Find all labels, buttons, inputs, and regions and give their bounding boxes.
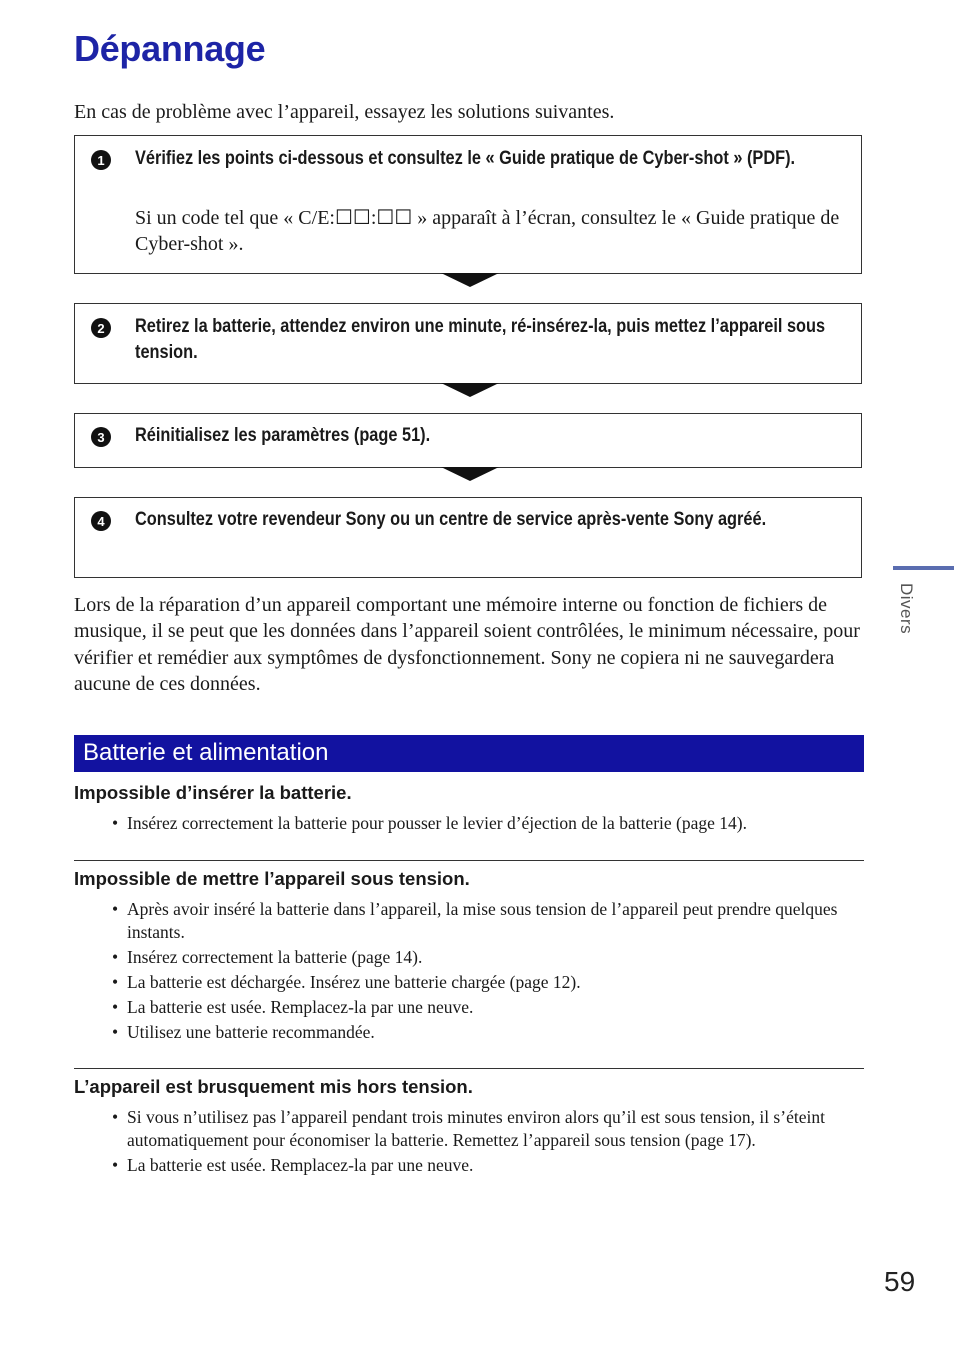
step-heading: Réinitialisez les paramètres (page 51). — [135, 425, 431, 446]
step-heading: Vérifiez les points ci-dessous et consultez le « Guide pratique de Cyber-shot » (PDF). — [135, 148, 796, 169]
side-tab-label: Divers — [897, 583, 916, 635]
page-title: Dépannage — [74, 28, 266, 69]
list-item: • Si vous n’utilisez pas l’appareil pendant trois minutes environ alors qu’il est sous tension, il s’éteint automatiquement pour économiser la batterie. Remettez l’appareil sous tension (page 17). — [112, 1106, 857, 1151]
step-box-1 — [74, 135, 862, 274]
step-body: Si un code tel que « C/E:☐☐:☐☐ » apparaît à l’écran, consultez le « Guide pratique de Cyber-shot ». — [135, 207, 840, 255]
problem-heading: L’appareil est brusquement mis hors tension. — [74, 1076, 473, 1097]
step-heading: Retirez la batterie, attendez environ une minute, ré-insérez-la, puis mettez l’appareil sous tension. — [135, 316, 826, 363]
step-box-2 — [74, 303, 862, 384]
list-item: • Utilisez une batterie recommandée. — [112, 1021, 857, 1044]
list-item: • Après avoir inséré la batterie dans l’appareil, la mise sous tension de l’appareil peut prendre quelques instants. — [112, 898, 857, 943]
data-notice-paragraph: Lors de la réparation d’un appareil comportant une mémoire interne ou fonction de fichiers de musique, il se peut que les données dans l’appareil soient contrôlées, le minimum nécessaire, pour vérifier et remédier aux symptômes de dysfonctionnement. Sony ne copiera ni ne sauvegardera aucune de ces données. — [74, 594, 860, 695]
side-tab-bar — [893, 566, 954, 570]
step-number-badge: 1 — [91, 150, 111, 170]
solution-list — [112, 1106, 857, 1179]
list-item: • La batterie est usée. Remplacez-la par une neuve. — [112, 996, 857, 1019]
list-item: • Insérez correctement la batterie pour pousser le levier d’éjection de la batterie (page 14). — [112, 812, 857, 835]
step-box-4 — [74, 497, 862, 578]
step-number-badge: 4 — [91, 511, 111, 531]
list-item: • Insérez correctement la batterie (page 14). — [112, 946, 857, 969]
problem-heading: Impossible de mettre l’appareil sous tension. — [74, 868, 470, 889]
section-header — [74, 735, 864, 772]
flow-arrow-icon — [441, 383, 499, 397]
flow-arrow-icon — [441, 467, 499, 481]
solution-list — [112, 898, 857, 1046]
step-heading: Consultez votre revendeur Sony ou un centre de service après-vente Sony agréé. — [135, 509, 767, 530]
intro-text: En cas de problème avec l’appareil, essayez les solutions suivantes. — [74, 101, 615, 123]
problem-heading: Impossible d’insérer la batterie. — [74, 782, 352, 803]
step-number-badge: 3 — [91, 427, 111, 447]
page-number: 59 — [884, 1266, 916, 1297]
list-item: • La batterie est déchargée. Insérez une batterie chargée (page 12). — [112, 971, 857, 994]
divider — [74, 1068, 864, 1069]
step-number-badge: 2 — [91, 318, 111, 338]
solution-list — [112, 812, 857, 837]
flow-arrow-icon — [441, 273, 499, 287]
list-item: • La batterie est usée. Remplacez-la par une neuve. — [112, 1154, 857, 1177]
divider — [74, 860, 864, 861]
section-title: Batterie et alimentation — [83, 739, 329, 766]
step-box-3 — [74, 413, 862, 468]
